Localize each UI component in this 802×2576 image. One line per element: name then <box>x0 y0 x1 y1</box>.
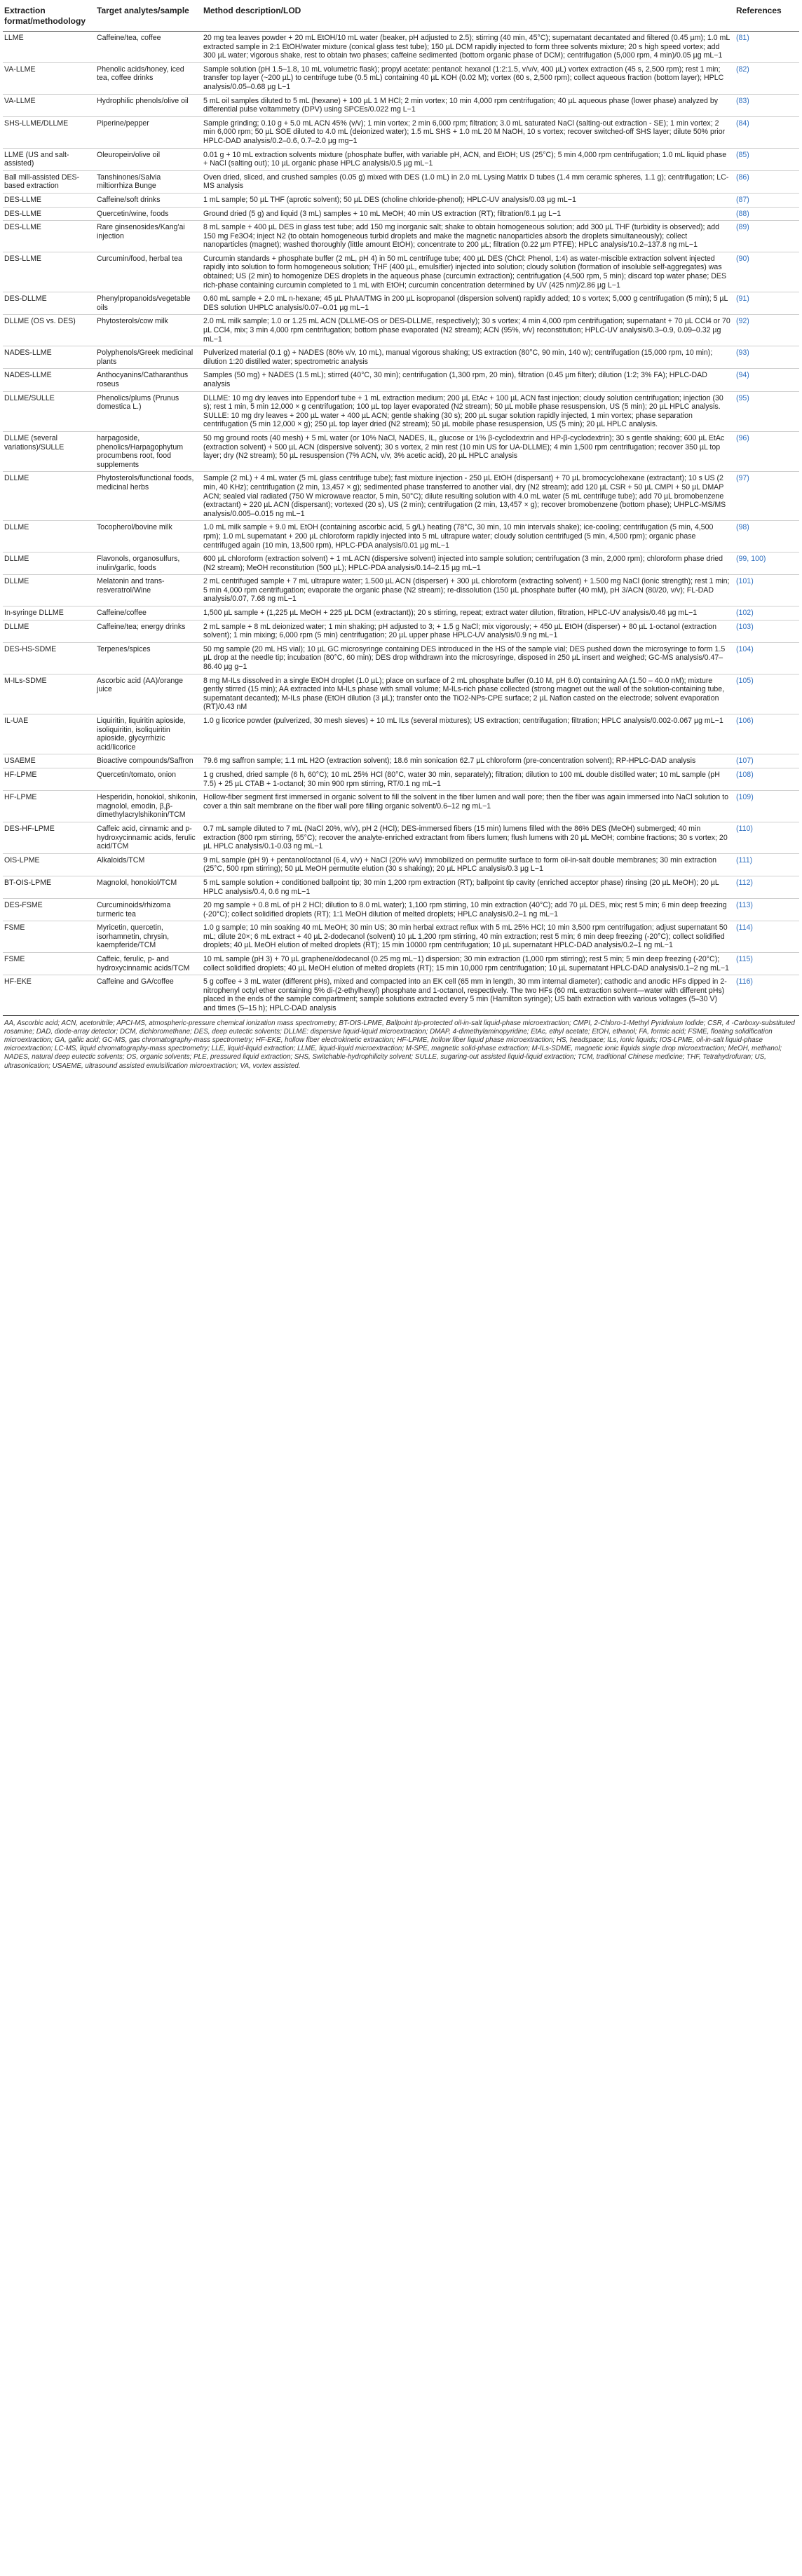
table-footnote: AA, Ascorbic acid; ACN, acetonitrile; APCI-MS, atmospheric-pressure chemical ionization mass spectrometry; BT-OIS-LPME, Ballpoint tip-protected oil-in-salt liquid-phase microextraction; CMPI, 2-Chloro-1-Methyl Pyridinium Iodide; CSR, 4 -Carboxy-substituted rosamine; DAD, diode-array detector; DCM, dichloromethane; DES, deep eutectic solvents; DLLME: dispersive liquid-liquid microextraction; DMAP, 4-dimethylaminopyridine; EtAc, ethyl acetate; EtOH, ethanol; FA, formic acid; FSME, floating solidification microextraction; GA, gallic acid; GC-MS, gas chromatography-mass spectrometry; HF-EKE, hollow fiber electrokinetic extraction; HF-LPME, hollow fiber liquid phase microextraction; HS, headspace; ILs, ionic liquids; IOS-LPME, oil-in-salt liquid-phase microextraction; LC-MS, liquid chromatography-mass spectrometry; LLE, liquid-liquid extraction; LLME, liquid-liquid microextraction; M-SPE, magnetic solid-phase extraction; M-ILs-SDME, magnetic ionic liquids single drop microextraction; MeOH, methanol; NADES, natural deep eutectic solvents; OS, organic solvents; PLE, pressured liquid extraction; SHS, Switchable-hydrophilicity solvent; SULLE, sugaring-out assisted liquid-liquid extraction; TCM, traditional Chinese medicine; THF, Tetrahydrofuran; US, ultrasonication; USAEME, ultrasound assisted emulsification microextraction; VA, vortex assisted. <box>4 1019 795 1070</box>
cell-method-description: 5 mL oil samples diluted to 5 mL (hexane) + 100 µL 1 M HCl; 2 min vortex; 10 min 4,000 rpm centrifugation; 40 µL aqueous phase (lower phase) analyzed by differential pulse voltammetry (DPV) using SPCEs/0.022 mg L−1 <box>202 94 735 116</box>
cell-target-analytes: Caffeic, ferulic, p- and hydroxycinnamic acids/TCM <box>95 953 202 975</box>
table-row <box>3 921 799 953</box>
cell-extraction-format: VA-LLME <box>3 94 95 116</box>
cell-method-description: Ground dried (5 g) and liquid (3 mL) samples + 10 mL MeOH; 40 min US extraction (RT); filtration/6.1 µg L−1 <box>202 207 735 221</box>
cell-reference-link[interactable]: (85) <box>735 148 799 170</box>
cell-reference-link[interactable]: (82) <box>735 62 799 94</box>
cell-reference-link[interactable]: (93) <box>735 346 799 369</box>
cell-reference-link[interactable]: (101) <box>735 575 799 606</box>
cell-extraction-format: DES-FSME <box>3 899 95 921</box>
cell-method-description: Pulverized material (0.1 g) + NADES (80% v/v, 10 mL), manual vigorous shaking; US extraction (80°C, 90 min, 140 w); centrifugation (15,000 rpm, 10 min); dilution 1:20 distilled water; spectrometric analysis <box>202 346 735 369</box>
cell-target-analytes: Quercetin/wine, foods <box>95 207 202 221</box>
cell-reference-link[interactable]: (90) <box>735 252 799 292</box>
cell-target-analytes: Oleuropein/olive oil <box>95 148 202 170</box>
cell-method-description: 1.0 g licorice powder (pulverized, 30 mesh sieves) + 10 mL ILs (several mixtures); US extraction; centrifugation; filtration; HPLC analysis/0.002-0.067 µg mL−1 <box>202 714 735 754</box>
table-row <box>3 791 799 822</box>
cell-extraction-format: DES-LLME <box>3 221 95 252</box>
cell-extraction-format: LLME <box>3 32 95 63</box>
cell-reference-link[interactable]: (103) <box>735 620 799 642</box>
cell-method-description: 79.6 mg saffron sample; 1.1 mL H2O (extraction solvent); 18.6 min sonication 62.7 µL chloroform (pre-concentration solvent); RP-HPLC-DAD analysis <box>202 754 735 768</box>
cell-extraction-format: DES-HF-LPME <box>3 822 95 853</box>
cell-extraction-format: DLLME <box>3 575 95 606</box>
cell-method-description: 5 g coffee + 3 mL water (different pHs), mixed and compacted into an EK cell (65 mm in length, 30 mm internal diameter); cathodic and anodic HFs dipped in 2-nitrophenyl octyl ether containing 5% di-(2-ethylhexyl) phosphate and 1-octanol, respectively. The two HFs (60 mL extraction solvent—water with different pHs) placed in the ends of the sample compartment; sample solutions extracted every 5 min (Hamilton syringe); US bath extraction with various voltages (5–30 V) and times (5–15 h); HPLC-DAD analysis <box>202 975 735 1015</box>
table-row <box>3 853 799 876</box>
cell-extraction-format: DLLME <box>3 472 95 521</box>
cell-reference-link[interactable]: (96) <box>735 431 799 471</box>
table-row <box>3 292 799 315</box>
table-row <box>3 899 799 921</box>
cell-reference-link[interactable]: (109) <box>735 791 799 822</box>
cell-reference-link[interactable]: (102) <box>735 606 799 621</box>
cell-target-analytes: harpagoside, phenolics/Harpagophytum procumbens root, food supplements <box>95 431 202 471</box>
cell-target-analytes: Alkaloids/TCM <box>95 853 202 876</box>
cell-extraction-format: HF-LPME <box>3 768 95 790</box>
cell-method-description: DLLME: 10 mg dry leaves into Eppendorf tube + 1 mL extraction medium; 200 µL EtAc + 100 µL ACN fast injection; cloudy solution centrifugation; injection (30 s); rest 1 min, 5 min 12,000 × g centrifugation; 100 µL top layer evaporated (N2 stream); 50 µL mobile phase resuspension, US (5 min); 20 µL HPLC analysis. SULLE: 10 mg dry leaves + 200 µL water + 400 µL ACN; gentle shaking (30 s); 200 µL sugar solution rapidly injected, 1 min vortex; phase separation centrifugation (5 min 12,000 × g); 250 µL top layer dried (N2 stream); 50 µL mobile phase resuspension, US (5 min); 20 µL HPLC analysis. <box>202 391 735 431</box>
cell-target-analytes: Phenolics/plums (Prunus domestica L.) <box>95 391 202 431</box>
table-row <box>3 606 799 621</box>
cell-method-description: Sample grinding; 0.10 g + 5.0 mL ACN 45% (v/v); 1 min vortex; 2 min 6,000 rpm; filtration; 3.0 mL saturated NaCl (salting-out extraction - SE); 1 min vortex; 2 min 6,000 rpm; 50 µL SOE diluted to 4.0 mL (deionized water); 1.5 mL SHS + 1.0 mL 20 M NaOH, 10 s vortex; recover switched-off SHS layer; dilute 50% prior HPLC-DAD analysis/0.2–0.6, 0.7–2.0 µg mg−1 <box>202 116 735 148</box>
cell-extraction-format: M-ILs-SDME <box>3 674 95 714</box>
cell-target-analytes: Terpenes/spices <box>95 642 202 674</box>
cell-reference-link[interactable]: (91) <box>735 292 799 315</box>
cell-reference-link[interactable]: (95) <box>735 391 799 431</box>
table-row <box>3 207 799 221</box>
cell-reference-link[interactable]: (114) <box>735 921 799 953</box>
cell-reference-link[interactable]: (83) <box>735 94 799 116</box>
cell-method-description: 8 mg M-ILs dissolved in a single EtOH droplet (1.0 µL); place on surface of 2 mL phosphate buffer (0.10 M, pH 6.0) containing AA (1.50 – 40.0 nM); mixture gently stirred (15 min); AA extracted into M-ILs phase with small volume; M-ILs-rich phase collected (strong magnet out the wall of the solution-containing tube, supernatant decanted); M-ILs phase (EtOH dilution (3 µL); transfer onto the TiO2-NPs-CPE surface; 2 µL Nafion casted on the electrode; solvent evaporation (RT)/0.43 nM <box>202 674 735 714</box>
table-row <box>3 553 799 575</box>
extraction-methods-table <box>3 4 799 1016</box>
cell-reference-link[interactable]: (99, 100) <box>735 553 799 575</box>
cell-target-analytes: Melatonin and trans-resveratrol/Wine <box>95 575 202 606</box>
cell-reference-link[interactable]: (88) <box>735 207 799 221</box>
table-row <box>3 170 799 193</box>
cell-method-description: 10 mL sample (pH 3) + 70 µL graphene/dodecanol (0.25 mg mL−1) dispersion; 30 min extraction (1,000 rpm stirring); rest 5 min; 5 min deep freezing (-20°C); collect solidified droplets; 40 µL MeOH elution of melted droplets (RT); 15 min 10,000 rpm centrifugation; 10 µL supernatant HPLC-DAD analysis/0.1–2 ng mL−1 <box>202 953 735 975</box>
cell-extraction-format: FSME <box>3 921 95 953</box>
cell-extraction-format: FSME <box>3 953 95 975</box>
table-row <box>3 472 799 521</box>
table-row <box>3 62 799 94</box>
cell-target-analytes: Flavonols, organosulfurs, inulin/garlic, foods <box>95 553 202 575</box>
cell-extraction-format: LLME (US and salt-assisted) <box>3 148 95 170</box>
cell-method-description: 9 mL sample (pH 9) + pentanol/octanol (6.4, v/v) + NaCl (20% w/v) immobilized on permutite surface to form oil-in-salt double membranes; 30 min extraction (25°C, 500 rpm stirring); 50 µL MeOH permutite elution (30 s shaking); 20 µL HPLC analysis/0.3 µg L−1 <box>202 853 735 876</box>
cell-target-analytes: Anthocyanins/Catharanthus roseus <box>95 369 202 391</box>
table-row <box>3 953 799 975</box>
header-extraction-format: Extraction format/methodology <box>3 4 95 32</box>
cell-method-description: 1.0 g sample; 10 min soaking 40 mL MeOH; 30 min US; 30 min herbal extract reflux with 5 mL 25% HCl; 10 min 3,500 rpm centrifugation; adjust supernatant 50 mL; dilute 20×; 6 mL extract + 40 µL 2-dodecanol (solvent) 10 µL 1,200 rpm stirring, 40 min extraction; rest 5 min; 6 min deep freezing (-20°C); collect solidified droplets; 40 µL MeOH elution of melted droplets (RT); 15 min 10000 rpm centrifugation; 10 µL supernatant HPLC-DAD analysis/0.2–1 ng mL−1 <box>202 921 735 953</box>
cell-extraction-format: USAEME <box>3 754 95 768</box>
table-row <box>3 674 799 714</box>
cell-method-description: 8 mL sample + 400 µL DES in glass test tube; add 150 mg inorganic salt; shake to obtain homogeneous solution; add 300 µL THF (turbidity is observed); add 150 mg Fe3O4; inject N2 (to obtain homogeneous turbid droplets and make the magnetic nanoparticles absorb the droplets simultaneously); collect nanoparticles (magnet); washed thoroughly (little amount EtOH); concentrate to 200 µL; filtration (0.22 µm PTFE); HPLC analysis/10.2–137.8 ng mL−1 <box>202 221 735 252</box>
cell-method-description: Sample solution (pH 1.5–1.8, 10 mL volumetric flask); propyl acetate: pentanol: hexanol (1:2:1.5, v/v/v, 400 µL) vortex extraction (45 s, 2,500 rpm); rest 1 min; transfer top layer (~200 µL) to centrifuge tube (0.5 mL) containing 40 µL KOH (0.02 M); vortex (60 s, 2,500 rpm); collect aqueous fraction (bottom layer); HPLC analysis/0.05–0.68 µg L−1 <box>202 62 735 94</box>
cell-method-description: Sample (2 mL) + 4 mL water (5 mL glass centrifuge tube); fast mixture injection - 250 µL EtOH (dispersant) + 70 µL bromocyclohexane (extractant); 10 s US (2 min, 40 KHz); centrifugation (2 min, 13,457 × g); sedimented phase transferred to another vial, dry (N2 stream); add 120 µL CSR + 50 µL CMPI + 50 µL DMAP ACN; sealed vial radiated (750 W microwave reactor, 5 min, 50°C); dilute resulting solution with 4.0 mL water (5 mL centrifuge tube); add 70 µL bromobenzene (extractant) + 220 µL ACN (dispersant); vortexed (20 s), US (2 min); centrifugation (2 min, 13,457 × g); recover bromobenzene (bottom phase); UHPLC-MS/MS analysis/0.005–0.015 ng mL−1 <box>202 472 735 521</box>
cell-target-analytes: Caffeine/tea, coffee <box>95 32 202 63</box>
cell-reference-link[interactable]: (104) <box>735 642 799 674</box>
cell-extraction-format: VA-LLME <box>3 62 95 94</box>
cell-reference-link[interactable]: (84) <box>735 116 799 148</box>
cell-extraction-format: DLLME/SULLE <box>3 391 95 431</box>
cell-reference-link[interactable]: (86) <box>735 170 799 193</box>
cell-target-analytes: Hesperidin, honokiol, shikonin, magnolol, emodin, β,β-dimethylacrylshikonin/TCM <box>95 791 202 822</box>
cell-reference-link[interactable]: (111) <box>735 853 799 876</box>
cell-extraction-format: DLLME <box>3 521 95 553</box>
cell-target-analytes: Tanshinones/Salvia miltiorrhiza Bunge <box>95 170 202 193</box>
table-header-row <box>3 4 799 32</box>
table-row <box>3 521 799 553</box>
cell-target-analytes: Liquiritin, liquiritin apioside, isoliquiritin, isoliquiritin apioside, glycyrrhizic acid/licorice <box>95 714 202 754</box>
header-method-description: Method description/LOD <box>202 4 735 32</box>
cell-method-description: Curcumin standards + phosphate buffer (2 mL, pH 4) in 50 mL centrifuge tube; 400 µL DES (ChCl: Phenol, 1:4) as water-miscible extraction solvent injected rapidly into solution to form homogeneous solution; THF (400 µL, emulsifier) injected into solution; cloudy solution (formation of insoluble self-aggregates) was obtained; US (2 min) to homogenize DES droplets in the aqueous phase (curcumin extraction); centrifugation (4,500 rpm, 5 min); discard top water phase; DES rich-phase containing curcumin completed to 1 mL with EtOH; curcumin concentration determined by UV (425 nm)/2.86 µg L−1 <box>202 252 735 292</box>
cell-extraction-format: OIS-LPME <box>3 853 95 876</box>
table-row <box>3 822 799 853</box>
cell-extraction-format: DLLME (several variations)/SULLE <box>3 431 95 471</box>
cell-target-analytes: Caffeine/coffee <box>95 606 202 621</box>
cell-target-analytes: Curcuminoids/rhizoma turmeric tea <box>95 899 202 921</box>
cell-reference-link[interactable]: (92) <box>735 315 799 346</box>
cell-method-description: 0.7 mL sample diluted to 7 mL (NaCl 20%, w/v), pH 2 (HCl); DES-immersed fibers (15 min) lumens filled with the 86% DES (MeOH) submerged; 40 min extraction (800 rpm stirring, 55°C); recover the analyte-enriched extractant from fibers lumen; flush lumens with 20 µL MeOH; combine fractions; 30 s vortex; 20 µL HPLC analysis/0.1-0.03 ng mL−1 <box>202 822 735 853</box>
cell-reference-link[interactable]: (106) <box>735 714 799 754</box>
cell-target-analytes: Caffeine/tea; energy drinks <box>95 620 202 642</box>
table-row <box>3 346 799 369</box>
cell-reference-link[interactable]: (112) <box>735 876 799 898</box>
table-row <box>3 116 799 148</box>
cell-extraction-format: HF-EKE <box>3 975 95 1015</box>
cell-target-analytes: Piperine/pepper <box>95 116 202 148</box>
cell-reference-link[interactable]: (116) <box>735 975 799 1015</box>
cell-reference-link[interactable]: (87) <box>735 193 799 207</box>
cell-target-analytes: Phytosterols/functional foods, medicinal herbs <box>95 472 202 521</box>
table-row <box>3 32 799 63</box>
cell-target-analytes: Bioactive compounds/Saffron <box>95 754 202 768</box>
cell-extraction-format: DLLME (OS vs. DES) <box>3 315 95 346</box>
table-row <box>3 252 799 292</box>
cell-method-description: 600 µL chloroform (extraction solvent) + 1 mL ACN (dispersive solvent) injected into sample solution; centrifugation (3 min, 2,000 rpm); chloroform phase dried (N2 stream); MeOH reconstitution (500 µL); HPLC-PDA analysis/0.14–2.15 µg mL−1 <box>202 553 735 575</box>
cell-reference-link[interactable]: (81) <box>735 32 799 63</box>
cell-target-analytes: Caffeine/soft drinks <box>95 193 202 207</box>
cell-extraction-format: SHS-LLME/DLLME <box>3 116 95 148</box>
table-row <box>3 221 799 252</box>
table-row <box>3 148 799 170</box>
cell-method-description: 20 mg sample + 0.8 mL of pH 2 HCl; dilution to 8.0 mL water); 1,100 rpm stirring, 10 min extraction (40°C); add 70 µL DES, mix; rest 5 min; 6 min deep freezing (-20°C); collect solidified droplets (RT); 1:1 MeOH dilution of melted droplets; HPLC analysis/0.2–1 ng mL−1 <box>202 899 735 921</box>
cell-target-analytes: Curcumin/food, herbal tea <box>95 252 202 292</box>
table-row <box>3 431 799 471</box>
table-row <box>3 391 799 431</box>
cell-extraction-format: DLLME <box>3 553 95 575</box>
cell-method-description: 0.01 g + 10 mL extraction solvents mixture (phosphate buffer, with variable pH, ACN, and EtOH; US (25°C); 5 min 4,000 rpm centrifugation; 1.0 mL liquid phase + NaCl (salting out); 10 µL organic phase HPLC analysis/0.5 µg mL−1 <box>202 148 735 170</box>
cell-reference-link[interactable]: (113) <box>735 899 799 921</box>
table-row <box>3 714 799 754</box>
header-target-analytes: Target analytes/sample <box>95 4 202 32</box>
table-row <box>3 975 799 1015</box>
cell-method-description: 2 mL sample + 8 mL deionized water; 1 min shaking; pH adjusted to 3; + 1.5 g NaCl; mix vigorously; + 450 µL EtOH (disperser) + 80 µL 1-octanol (extraction solvent); 1 min mixing; 6,000 rpm (5 min) centrifugation; 20 µL upper phase HPLC-UV analysis/0.9 ng mL−1 <box>202 620 735 642</box>
cell-extraction-format: HF-LPME <box>3 791 95 822</box>
header-references: References <box>735 4 799 32</box>
cell-extraction-format: DLLME <box>3 620 95 642</box>
cell-target-analytes: Ascorbic acid (AA)/orange juice <box>95 674 202 714</box>
cell-method-description: 2 mL centrifuged sample + 7 mL ultrapure water; 1.500 µL ACN (disperser) + 300 µL chloroform (extracting solvent) + 1.500 mg NaCl (ionic strength); rest 1 min; 5 min 4,000 rpm centrifugation; evaporate the organic phase (N2 stream); re-dissolution (150 µL phosphate buffer (40 mM), pH 3/ACN (80/20, v/v); FL-DAD analysis/0.07, 7.68 ng mL−1 <box>202 575 735 606</box>
table-row <box>3 754 799 768</box>
cell-method-description: 1,500 µL sample + (1,225 µL MeOH + 225 µL DCM (extractant)); 20 s stirring, repeat; extract water dilution, filtration, HPLC-UV analysis/0.46 µg mL−1 <box>202 606 735 621</box>
cell-target-analytes: Hydrophilic phenols/olive oil <box>95 94 202 116</box>
cell-target-analytes: Tocopherol/bovine milk <box>95 521 202 553</box>
cell-method-description: 0.60 mL sample + 2.0 mL n-hexane; 45 µL PhAA/TMG in 200 µL isopropanol (dispersion solvent) rapidly added; 10 s vortex; 5,000 g centrifugation (5 min); 5 µL DES solution UHPLC analysis/0.07–0.01 µg mL−1 <box>202 292 735 315</box>
table-row <box>3 193 799 207</box>
cell-method-description: 1 mL sample; 50 µL THF (aprotic solvent); 50 µL DES (choline chloride-phenol); HPLC-UV analysis/0.03 µg mL−1 <box>202 193 735 207</box>
cell-reference-link[interactable]: (94) <box>735 369 799 391</box>
cell-reference-link[interactable]: (108) <box>735 768 799 790</box>
cell-method-description: Hollow-fiber segment first immersed in organic solvent to fill the solvent in the fiber lumen and wall pore; then the fiber was again immersed into NaCl solution to cover a thin salt membrane on the fiber wall pore filling organic solvent/0.6–12 ng mL−1 <box>202 791 735 822</box>
cell-method-description: Oven dried, sliced, and crushed samples (0.05 g) mixed with DES (1.0 mL) in 2.0 mL Lysing Matrix D tubes (1.4 mm ceramic spheres, 1.1 g); centrifugation; LC-MS analysis <box>202 170 735 193</box>
table-row <box>3 575 799 606</box>
cell-target-analytes: Caffeic acid, cinnamic and p-hydroxycinnamic acids, ferulic acid/TCM <box>95 822 202 853</box>
cell-extraction-format: NADES-LLME <box>3 369 95 391</box>
cell-reference-link[interactable]: (107) <box>735 754 799 768</box>
cell-target-analytes: Phytosterols/cow milk <box>95 315 202 346</box>
cell-target-analytes: Quercetin/tomato, onion <box>95 768 202 790</box>
cell-extraction-format: NADES-LLME <box>3 346 95 369</box>
cell-target-analytes: Phenylpropanoids/vegetable oils <box>95 292 202 315</box>
cell-extraction-format: DES-LLME <box>3 193 95 207</box>
cell-extraction-format: In-syringe DLLME <box>3 606 95 621</box>
cell-extraction-format: DES-DLLME <box>3 292 95 315</box>
cell-method-description: 5 mL sample solution + conditioned ballpoint tip; 30 min 1,200 rpm extraction (RT); ballpoint tip cavity (enriched acceptor phase) rinsing (20 µL MeOH); 20 µL HPLC analysis/0.4, 0.6 ng mL−1 <box>202 876 735 898</box>
cell-target-analytes: Myricetin, quercetin, isorhamnetin, chrysin, kaempferide/TCM <box>95 921 202 953</box>
cell-target-analytes: Magnolol, honokiol/TCM <box>95 876 202 898</box>
cell-extraction-format: DES-LLME <box>3 252 95 292</box>
cell-reference-link[interactable]: (105) <box>735 674 799 714</box>
cell-target-analytes: Caffeine and GA/coffee <box>95 975 202 1015</box>
cell-extraction-format: IL-UAE <box>3 714 95 754</box>
table-row <box>3 768 799 790</box>
cell-reference-link[interactable]: (110) <box>735 822 799 853</box>
cell-extraction-format: BT-OIS-LPME <box>3 876 95 898</box>
cell-reference-link[interactable]: (89) <box>735 221 799 252</box>
table-row <box>3 876 799 898</box>
cell-reference-link[interactable]: (97) <box>735 472 799 521</box>
table-row <box>3 620 799 642</box>
cell-target-analytes: Rare ginsenosides/Kang'ai injection <box>95 221 202 252</box>
cell-method-description: 50 mg ground roots (40 mesh) + 5 mL water (or 10% NaCl, NADES, IL, glucose or 1% β-cyclodextrin and HP-β-cyclodextrin); 30 s gentle shaking; 600 µL EtAc (extraction solvent) + 500 µL ACN (dispersive solvent); 30 s vortex, 2 min rest (10 min US for UA-DLLME); 4 min 1,500 rpm centrifugation; recover 350 µL top layer; dry (N2 stream); 50 µL resuspension (7% ACN, v/v, 3% acetic acid), 20 µL HPLC analysis <box>202 431 735 471</box>
cell-method-description: 1.0 mL milk sample + 9.0 mL EtOH (containing ascorbic acid, 5 g/L) heating (78°C, 30 min, 10 min intervals shake); ice-cooling; centrifugation (5 min, 4,500 rpm); 1.0 mL supernatant + 200 µL chloroform rapidly injected into 5 mL ultrapure water; cloudy solution centrifuged (5 min, 4,500 rpm); organic phase centrifuged again (10 min, 13,500 rpm), HPLC-PDA analysis/0.01 µg mL−1 <box>202 521 735 553</box>
table-row <box>3 94 799 116</box>
table-row <box>3 369 799 391</box>
cell-method-description: 50 mg sample (20 mL HS vial); 10 µL GC microsyringe containing DES introduced in the HS of the sample vial; DES pushed down the microsyringe to form 1.5 µL drop at the needle tip; incubation (80°C, 60 min); DES drop withdrawn into the microsyringe, disposed in 250 µL insert and weighed; GC-MS analysis/0.47–86.40 µg g−1 <box>202 642 735 674</box>
cell-reference-link[interactable]: (98) <box>735 521 799 553</box>
table-row <box>3 642 799 674</box>
cell-method-description: Samples (50 mg) + NADES (1.5 mL); stirred (40°C, 30 min); centrifugation (1,300 rpm, 20 min), filtration (0.45 µm filter); dilution (1:2; 3% FA); HPLC-DAD analysis <box>202 369 735 391</box>
table-row <box>3 315 799 346</box>
table-body <box>3 32 799 1016</box>
cell-extraction-format: DES-HS-SDME <box>3 642 95 674</box>
cell-target-analytes: Phenolic acids/honey, iced tea, coffee drinks <box>95 62 202 94</box>
cell-method-description: 20 mg tea leaves powder + 20 mL EtOH/10 mL water (beaker, pH adjusted to 2.5); stirring (40 min, 45°C); supernatant decantated and filtered (0.45 µm); 1.0 mL extracted sample in 2:1 EtOH/water mixture (conical glass test tube); 150 µL DCM rapidly injected to form three solvents mixture; 20 s high speed vortex; add 300 µL water; vigorous shake, rest to obtain two phases; caffeine sedimented (bottom organic phase of DCM); centrifugation (5,000 rpm, 4 min)/0.05 µg mL−1 <box>202 32 735 63</box>
cell-reference-link[interactable]: (115) <box>735 953 799 975</box>
cell-extraction-format: DES-LLME <box>3 207 95 221</box>
cell-target-analytes: Polyphenols/Greek medicinal plants <box>95 346 202 369</box>
cell-method-description: 2.0 mL milk sample; 1.0 or 1.25 mL ACN (DLLME-OS or DES-DLLME, respectively); 30 s vortex; 4 min 4,000 rpm centrifugation; supernatant + 70 µL CCl4 or 70 µL CCl4, mix; 3 min 4,000 rpm centrifugation; bottom phase evaporated (N2 stream); ACN (95%, v/v) reconstitution; HPLC-UV analysis/0.3–0.9, 0.09–0.32 µg mL−1 <box>202 315 735 346</box>
cell-method-description: 1 g crushed, dried sample (6 h, 60°C); 10 mL 25% HCl (80°C, water 30 min, separately); filtration; dilution to 100 mL double distilled water; 10 mL sample (pH 7.5) + 25 µL CTAB + 1-octanol; 30 min 900 rpm stirring, RT/0.1 ng mL−1 <box>202 768 735 790</box>
cell-extraction-format: Ball mill-assisted DES-based extraction <box>3 170 95 193</box>
